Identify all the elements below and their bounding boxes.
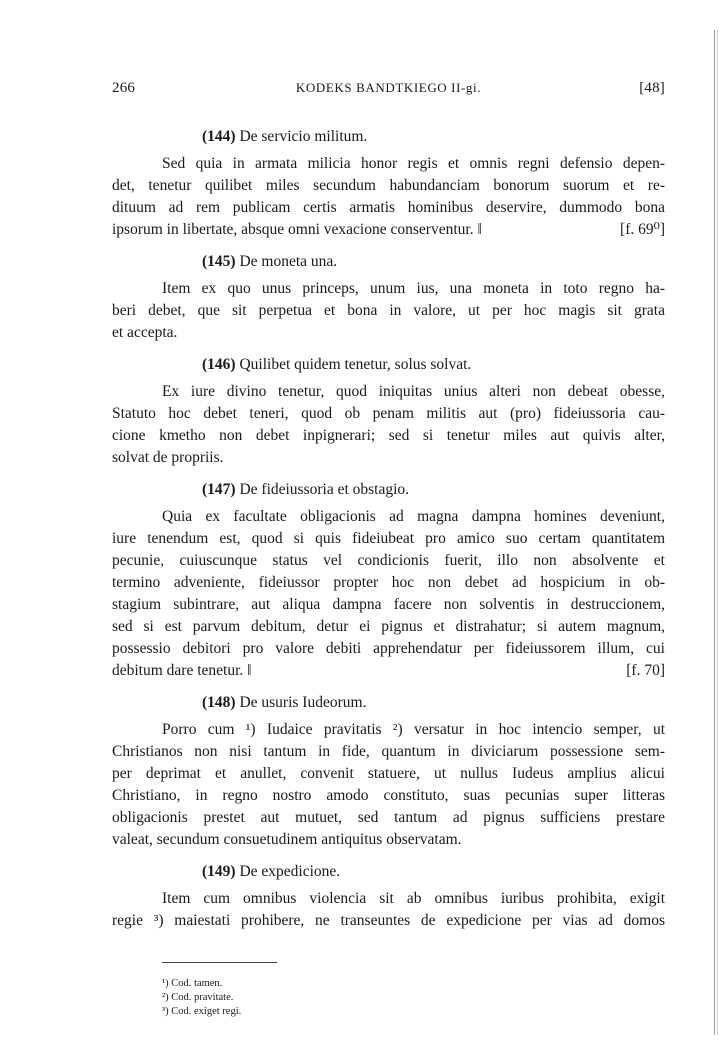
line-text: Christianos non nisi tantum in fide, quantum in diviciarum possessione sem- bbox=[112, 743, 665, 760]
text-line bbox=[112, 910, 665, 932]
section-heading bbox=[112, 861, 665, 883]
line-text: Quia ex facultate obligacionis ad magna dampna homines deveniunt, bbox=[162, 508, 665, 525]
section-number: (146) bbox=[202, 356, 236, 373]
text-line bbox=[112, 322, 665, 344]
section-number: (144) bbox=[202, 128, 236, 145]
section-title: De expedicione. bbox=[239, 863, 341, 880]
footnote: ³) Cod. exiget regi. bbox=[162, 1006, 242, 1017]
section-paragraph bbox=[112, 888, 665, 932]
text-line bbox=[112, 660, 665, 682]
text-line bbox=[112, 197, 665, 219]
text-line bbox=[112, 594, 665, 616]
running-title: KODEKS BANDTKIEGO II-gi. bbox=[295, 80, 482, 95]
line-text: Item ex quo unus princeps, unum ius, una moneta in toto regno ha- bbox=[162, 280, 665, 297]
footnote-divider bbox=[162, 962, 277, 963]
text-line bbox=[112, 425, 665, 447]
text-line bbox=[112, 719, 665, 741]
text-line bbox=[112, 741, 665, 763]
section-title: De fideiussoria et obstagio. bbox=[239, 481, 410, 498]
line-text: debitum dare tenetur. ‖ bbox=[112, 662, 252, 679]
text-line bbox=[112, 219, 665, 241]
section-number: (148) bbox=[202, 694, 236, 711]
text-line bbox=[112, 550, 665, 572]
line-text: sed si est parvum debitum, detur ei pignus et distrahatur; si autem magnum, bbox=[112, 618, 665, 635]
text-line bbox=[112, 785, 665, 807]
section-paragraph bbox=[112, 381, 665, 469]
section-number: (145) bbox=[202, 253, 236, 270]
signature-mark: [48] bbox=[639, 80, 665, 96]
text-line bbox=[112, 616, 665, 638]
line-text: Porro cum ¹) Iudaice pravitatis ²) versatur in hoc intencio semper, ut bbox=[162, 721, 665, 738]
section-title: De usuris Iudeorum. bbox=[239, 694, 367, 711]
text-line bbox=[112, 888, 665, 910]
text-line bbox=[112, 763, 665, 785]
line-text: et accepta. bbox=[112, 324, 178, 341]
section-title: De servicio militum. bbox=[239, 128, 368, 145]
text-line bbox=[112, 381, 665, 403]
section-paragraph bbox=[112, 278, 665, 344]
page-number: 266 bbox=[112, 80, 136, 96]
line-text: Christiano, in regno nostro amodo constituto, suas pecunias super litteras bbox=[112, 787, 665, 804]
line-text: solvat de propriis. bbox=[112, 449, 224, 466]
folio-reference: [f. 70] bbox=[626, 662, 665, 679]
line-text: cione kmetho non debet inpignerari; sed si tenetur miles aut quivis alter, bbox=[112, 427, 665, 444]
section-heading bbox=[112, 126, 665, 148]
line-text: dituum ad rem publicam certis armatis hominibus deservire, dummodo bona bbox=[112, 199, 665, 216]
line-text: det, tenetur quilibet miles secundum habundanciam bonorum suorum et re- bbox=[112, 177, 665, 194]
line-text: termino adveniente, fideiussor propter hoc non debet ad hospicium in ob- bbox=[112, 574, 665, 591]
line-text: pecunie, cuiuscunque status vel condicionis fuerit, illo non absolvente et bbox=[112, 552, 665, 569]
section-heading bbox=[112, 251, 665, 273]
text-line bbox=[112, 403, 665, 425]
section-heading bbox=[112, 692, 665, 714]
section-paragraph bbox=[112, 506, 665, 682]
text-line bbox=[112, 829, 665, 851]
line-text: valeat, secundum consuetudinem antiquitus observatam. bbox=[112, 831, 462, 848]
footnote: ²) Cod. pravitate. bbox=[162, 992, 234, 1003]
line-text: Ex iure divino tenetur, quod iniquitas unius alteri non debeat obesse, bbox=[162, 383, 665, 400]
line-text: iure tenendum est, quod si quis fideiubeat pro amico suo certam quantitatem bbox=[112, 530, 665, 547]
text-line bbox=[112, 300, 665, 322]
page-edge-shadow bbox=[714, 30, 715, 1035]
section-title: De moneta una. bbox=[239, 253, 338, 270]
line-text: ipsorum in libertate, absque omni vexacione conserventur. ‖ bbox=[112, 221, 482, 238]
text-line bbox=[112, 447, 665, 469]
text-line bbox=[112, 638, 665, 660]
section-number: (147) bbox=[202, 481, 236, 498]
text-line bbox=[112, 278, 665, 300]
footnote: ¹) Cod. tamen. bbox=[162, 978, 223, 989]
section-heading bbox=[112, 479, 665, 501]
text-line bbox=[112, 807, 665, 829]
text-line bbox=[112, 572, 665, 594]
line-text: regie ³) maiestati prohibere, ne transeuntes de expedicione per vias ad domos bbox=[112, 912, 665, 929]
line-text: Item cum omnibus violencia sit ab omnibus iuribus prohibita, exigit bbox=[162, 890, 665, 907]
line-text: possessio debitori pro valore debiti apprehendatur per fideiussorem illum, cui bbox=[112, 640, 665, 657]
section-number: (149) bbox=[202, 863, 236, 880]
section-title: Quilibet quidem tenetur, solus solvat. bbox=[239, 356, 472, 373]
text-line bbox=[112, 506, 665, 528]
line-text: Sed quia in armata milicia honor regis et omnis regni defensio depen- bbox=[162, 155, 665, 172]
section-paragraph bbox=[112, 719, 665, 851]
page-header bbox=[112, 80, 665, 102]
text-line bbox=[112, 153, 665, 175]
section-paragraph bbox=[112, 153, 665, 241]
page-body bbox=[112, 116, 665, 1019]
line-text: per deprimat et anullet, convenit statuere, ut nullus Iudeus amplius alicui bbox=[112, 765, 665, 782]
section-heading bbox=[112, 354, 665, 376]
line-text: beri debet, que sit perpetua et bona in valore, ut per hoc magis sit grata bbox=[112, 302, 665, 319]
page-edge-shadow-light bbox=[717, 30, 718, 1035]
text-line bbox=[112, 528, 665, 550]
folio-reference: [f. 69⁰] bbox=[620, 221, 665, 238]
line-text: obligacionis prestet aut mutuet, sed tantum ad pignus sufficiens prestare bbox=[112, 809, 665, 826]
line-text: stagium subintrare, aut aliqua dampna facere non solventis in destruccionem, bbox=[112, 596, 665, 613]
text-line bbox=[112, 175, 665, 197]
line-text: Statuto hoc debet teneri, quod ob penam militis aut (pro) fideiussoria cau- bbox=[112, 405, 665, 422]
